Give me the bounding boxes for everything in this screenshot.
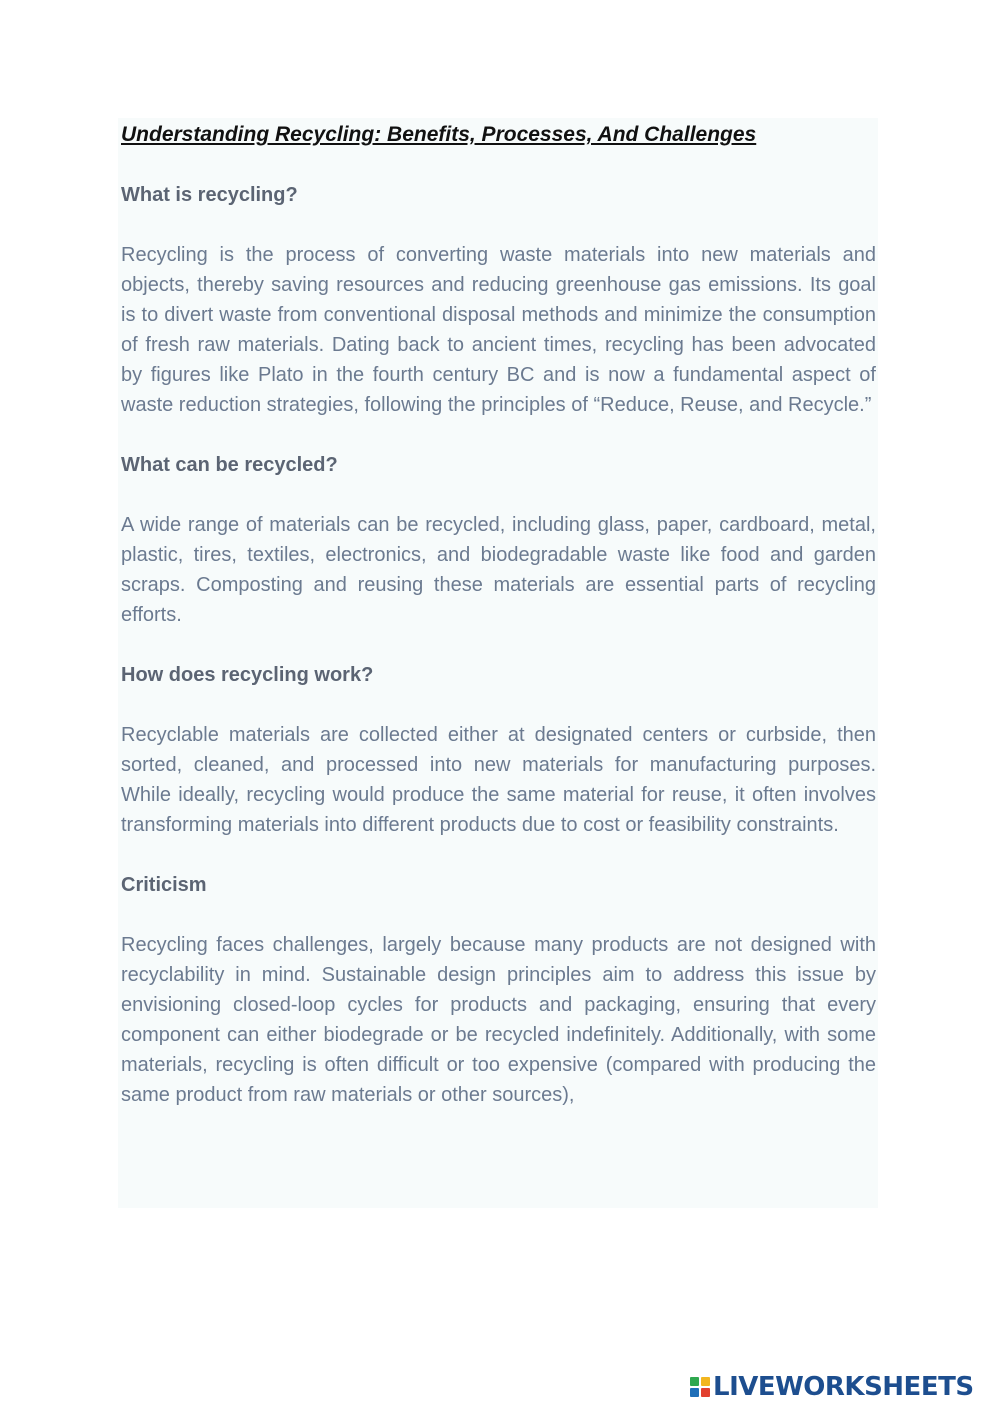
section-body-what-can-be-recycled: A wide range of materials can be recycled, including glass, paper, cardboard, metal, plastic, tires, textiles, electronics, and biodegradable waste like food and garden scraps. Composting and reusing these materials are essential parts of recycling efforts. — [121, 514, 876, 626]
section-body-criticism: Recycling faces challenges, largely because many products are not designed with recyclability in mind. Sustainable design principles aim to address this issue by envisioning closed-loop cycles for products and packaging, ensuring that every component can either biodegrade or be recycled indefinitely. Additionally, with some materials, recycling is often difficult or too expensive (compared with producing the same product from raw materials or other sources), — [121, 934, 876, 1106]
liveworksheets-watermark — [690, 1372, 974, 1402]
section-body-how-does-recycling-work: Recyclable materials are collected either at designated centers or curbside, then sorted, cleaned, and processed into new materials for manufacturing purposes. While ideally, recycling would produce the same material for reuse, it often involves transforming materials into different products due to cost or feasibility constraints. — [121, 724, 876, 836]
liveworksheets-logo-icon — [690, 1377, 710, 1397]
section-heading-how-does-recycling-work: How does recycling work? — [121, 664, 374, 686]
watermark-text: LIVEWORKSHEETS — [713, 1372, 974, 1402]
section-heading-what-is-recycling: What is recycling? — [121, 184, 298, 206]
document-content — [121, 120, 876, 1110]
document-title: Understanding Recycling: Benefits, Processes, And Challenges — [121, 123, 757, 146]
section-body-what-is-recycling: Recycling is the process of converting waste materials into new materials and objects, thereby saving resources and reducing greenhouse gas emissions. Its goal is to divert waste from conventional disposal methods and minimize the consumption of fresh raw materials. Dating back to ancient times, recycling has been advocated by figures like Plato in the fourth century BC and is now a fundamental aspect of waste reduction strategies, following the principles of “Reduce, Reuse, and Recycle.” — [121, 244, 876, 416]
section-heading-criticism: Criticism — [121, 874, 207, 896]
section-heading-what-can-be-recycled: What can be recycled? — [121, 454, 338, 476]
